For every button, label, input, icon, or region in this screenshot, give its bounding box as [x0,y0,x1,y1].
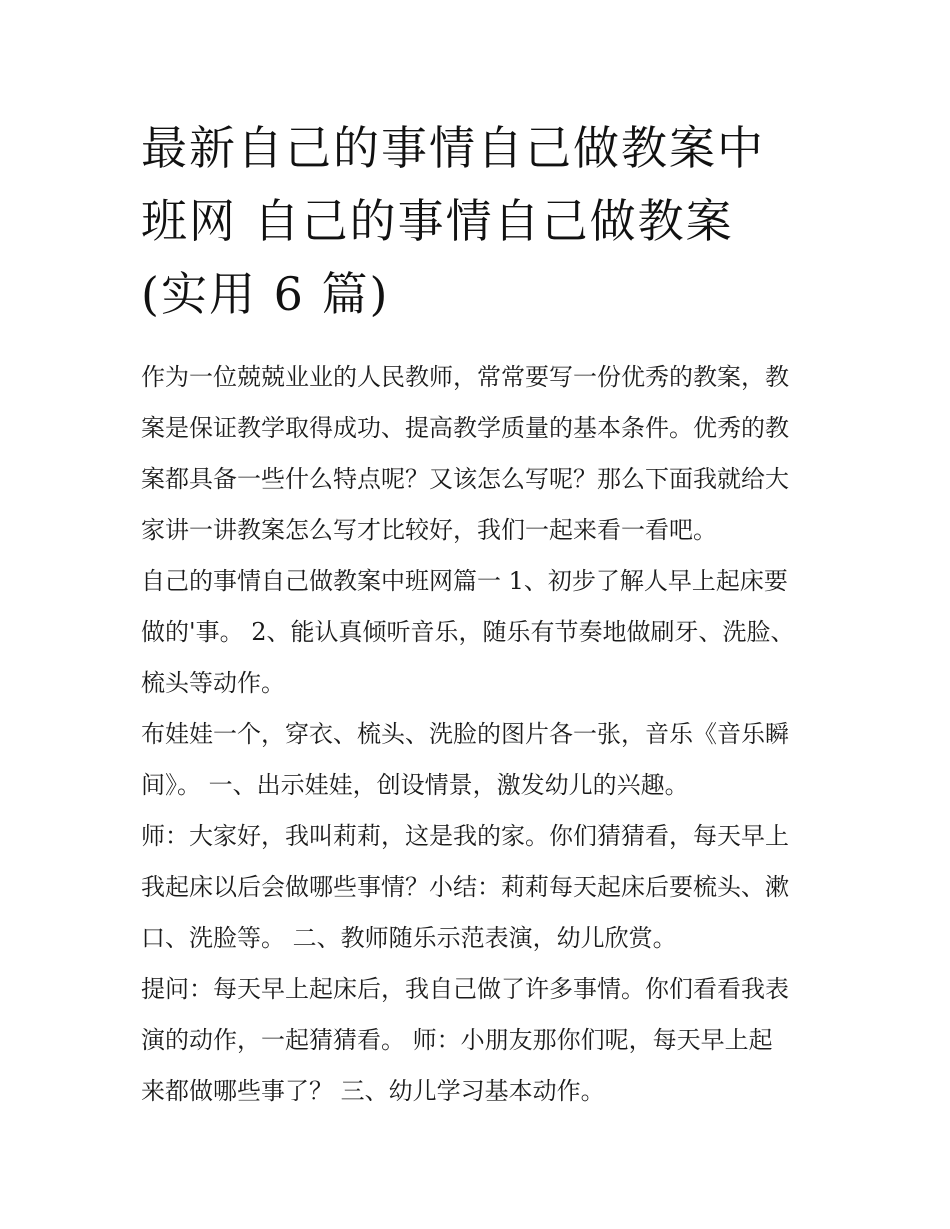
text-line: 做的'事。 2、能认真倾听音乐，随乐有节奏地做刷牙、洗脸、 [141,618,795,646]
document-title [141,112,821,331]
text-line: 我起床以后会做哪些事情？小结：莉莉每天起床后要梳头、漱 [141,873,789,901]
text-line: 案都具备一些什么特点呢？又该怎么写呢？那么下面我就给大 [141,465,789,493]
text-line: 梳头等动作。 [141,669,285,697]
title-line: 班网 自己的事情自己做教案 [141,194,734,248]
text-line: 案是保证教学取得成功、提高教学质量的基本条件。优秀的教 [141,414,789,442]
text-line: 师：大家好，我叫莉莉，这是我的家。你们猜猜看，每天早上 [141,822,789,850]
goals-paragraph [141,556,821,709]
text-line: 提问：每天早上起床后，我自己做了许多事情。你们看看我表 [141,975,789,1003]
text-line: 作为一位兢兢业业的人民教师，常常要写一份优秀的教案，教 [141,363,789,391]
materials-paragraph [141,709,821,811]
process-paragraph [141,811,821,964]
text-line: 布娃娃一个，穿衣、梳头、洗脸的图片各一张，音乐《音乐瞬 [141,720,789,748]
text-line: 自己的事情自己做教案中班网篇一 1、初步了解人早上起床要 [141,567,788,595]
document-body [141,352,821,1117]
text-line: 来都做哪些事了？ 三、幼儿学习基本动作。 [141,1077,605,1105]
text-line: 演的动作，一起猜猜看。 师：小朋友那你们呢，每天早上起 [141,1026,773,1054]
title-line: 最新自己的事情自己做教案中 [141,121,765,175]
text-line: 家讲一讲教案怎么写才比较好，我们一起来看一看吧。 [141,516,717,544]
text-line: 间》。 一、出示娃娃，创设情景，激发幼儿的兴趣。 [141,771,689,799]
intro-paragraph [141,352,821,556]
title-line: (实用 6 篇) [141,267,390,321]
process-paragraph [141,964,821,1117]
text-line: 口、洗脸等。 二、教师随乐示范表演，幼儿欣赏。 [141,924,677,952]
